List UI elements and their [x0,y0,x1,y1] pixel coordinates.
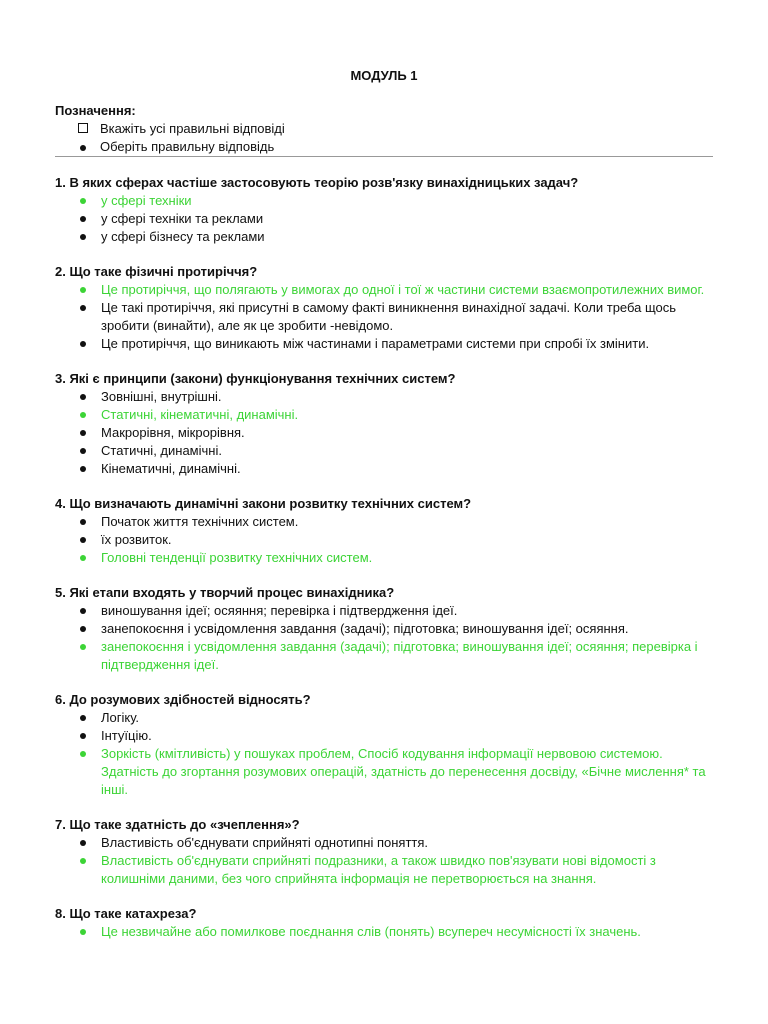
question-block [55,584,715,674]
answer-option-text: Головні тенденції розвитку технічних систем. [101,550,373,565]
answer-option-correct [55,406,715,424]
answer-option [55,228,715,246]
question-text: 4. Що визначають динамічні закони розвитку технічних систем? [55,496,472,511]
answer-option [55,513,715,531]
question-block [55,905,715,941]
answer-option-text: Кінематичні, динамічні. [101,461,241,476]
bullet-icon [80,715,86,721]
bullet-icon [80,198,86,204]
bullet-icon [80,305,86,311]
answer-option-correct [55,923,715,941]
legend-checkbox-row [78,121,285,136]
answer-option [55,424,715,442]
question-text: 8. Що таке катахреза? [55,906,197,921]
answer-option [55,210,715,228]
bullet-icon [80,840,86,846]
answer-option-correct [55,852,715,888]
answer-option [55,442,715,460]
bullet-icon [80,448,86,454]
bullet-icon [80,733,86,739]
answer-option [55,335,715,353]
question-block [55,263,715,353]
answer-option-text: Макрорівня, мікрорівня. [101,425,245,440]
answer-option-text: у сфері техніки та реклами [101,211,264,226]
answer-option [55,602,715,620]
answer-option-text: Зовнішні, внутрішні. [101,389,222,404]
bullet-icon [80,608,86,614]
answer-option-text: Зоркість (кмітливість) у пошуках проблем, Спосіб кодування інформації нервовою системою. Здатність до згортання розумових операцій, здатність до перенесення досвіду, «Бічне мислення* та інші. [101,746,706,797]
question-block [55,816,715,888]
answer-option-text: занепокоєння і усвідомлення завдання (задачі); підготовка; виношування ідеї; осяяння; перевірка і підтвердження ідеї. [101,639,698,672]
question-text: 6. До розумових здібностей відносять? [55,692,311,707]
question-text: 7. Що таке здатність до «зчеплення»? [55,817,300,832]
answer-option-correct [55,549,715,567]
bullet-icon [80,234,86,240]
answer-option-text: у сфері техніки [101,193,192,208]
bullet-icon [80,626,86,632]
answer-option-text: Логіку. [101,710,140,725]
answer-option-text: у сфері бізнесу та реклами [101,229,265,244]
answer-option-text: Це незвичайне або помилкове поєднання слів (понять) всупереч несумісності їх значень. [101,924,641,939]
question-block [55,370,715,478]
question-block [55,691,715,799]
question-block [55,174,715,246]
answer-option-text: Властивість об'єднувати сприйняті подразники, а також швидко пов'язувати нові відомості з колишніми даними, без чого сприйнята інформація не перетворюється на знання. [101,853,656,886]
answer-option-text: Інтуїцію. [101,728,152,743]
document-title: МОДУЛЬ 1 [350,68,418,83]
question-block [55,495,715,567]
answer-option-text: Початок життя технічних систем. [101,514,299,529]
bullet-icon [80,858,86,864]
bullet-icon [80,644,86,650]
answer-option [55,299,715,335]
answer-option [55,531,715,549]
question-text: 3. Які є принципи (закони) функціонування технічних систем? [55,371,456,386]
answer-option-correct [55,745,715,799]
bullet-icon [80,394,86,400]
bullet-icon [80,412,86,418]
bullet-icon [80,216,86,222]
bullet-icon [80,929,86,935]
answer-option [55,727,715,745]
legend-heading: Позначення: [55,103,136,118]
legend-bullet-text: Оберіть правильну відповідь [100,139,275,154]
bullet-icon [80,555,86,561]
question-text: 1. В яких сферах частіше застосовують теорію розв'язку винахідницьких задач? [55,175,579,190]
answer-option-correct [55,281,715,299]
bullet-icon [80,145,86,151]
answer-option-text: Це такі протиріччя, які присутні в самому факті виникнення винахідної задачі. Коли треба щось зробити (винайти), але як це зробити -невідомо. [101,300,677,333]
bullet-icon [80,751,86,757]
answer-option-text: виношування ідеї; осяяння; перевірка і підтвердження ідеї. [101,603,458,618]
answer-option [55,388,715,406]
answer-option-text: занепокоєння і усвідомлення завдання (задачі); підготовка; виношування ідеї; осяяння. [101,621,629,636]
answer-option-correct [55,638,715,674]
answer-option [55,834,715,852]
answer-option [55,460,715,478]
bullet-icon [80,287,86,293]
question-text: 2. Що таке фізичні протиріччя? [55,264,258,279]
answer-option-text: їх розвиток. [101,532,172,547]
question-list [55,174,715,958]
divider [55,156,713,157]
bullet-icon [80,341,86,347]
bullet-icon [80,537,86,543]
bullet-icon [80,430,86,436]
answer-option [55,620,715,638]
answer-option-text: Властивість об'єднувати сприйняті однотипні поняття. [101,835,429,850]
bullet-icon [80,519,86,525]
answer-option-correct [55,192,715,210]
answer-option-text: Статичні, кінематичні, динамічні. [101,407,299,422]
legend-checkbox-text: Вкажіть усі правильні відповіді [100,121,285,136]
bullet-icon [80,466,86,472]
question-text: 5. Які етапи входять у творчий процес винахідника? [55,585,395,600]
legend-bullet-row [78,139,274,154]
answer-option-text: Статичні, динамічні. [101,443,222,458]
answer-option [55,709,715,727]
answer-option-text: Це протиріччя, що виникають між частинами і параметрами системи при спробі їх змінити. [101,336,650,351]
checkbox-icon [78,123,88,133]
answer-option-text: Це протиріччя, що полягають у вимогах до одної і тої ж частини системи взаємопротилежних вимог. [101,282,705,297]
